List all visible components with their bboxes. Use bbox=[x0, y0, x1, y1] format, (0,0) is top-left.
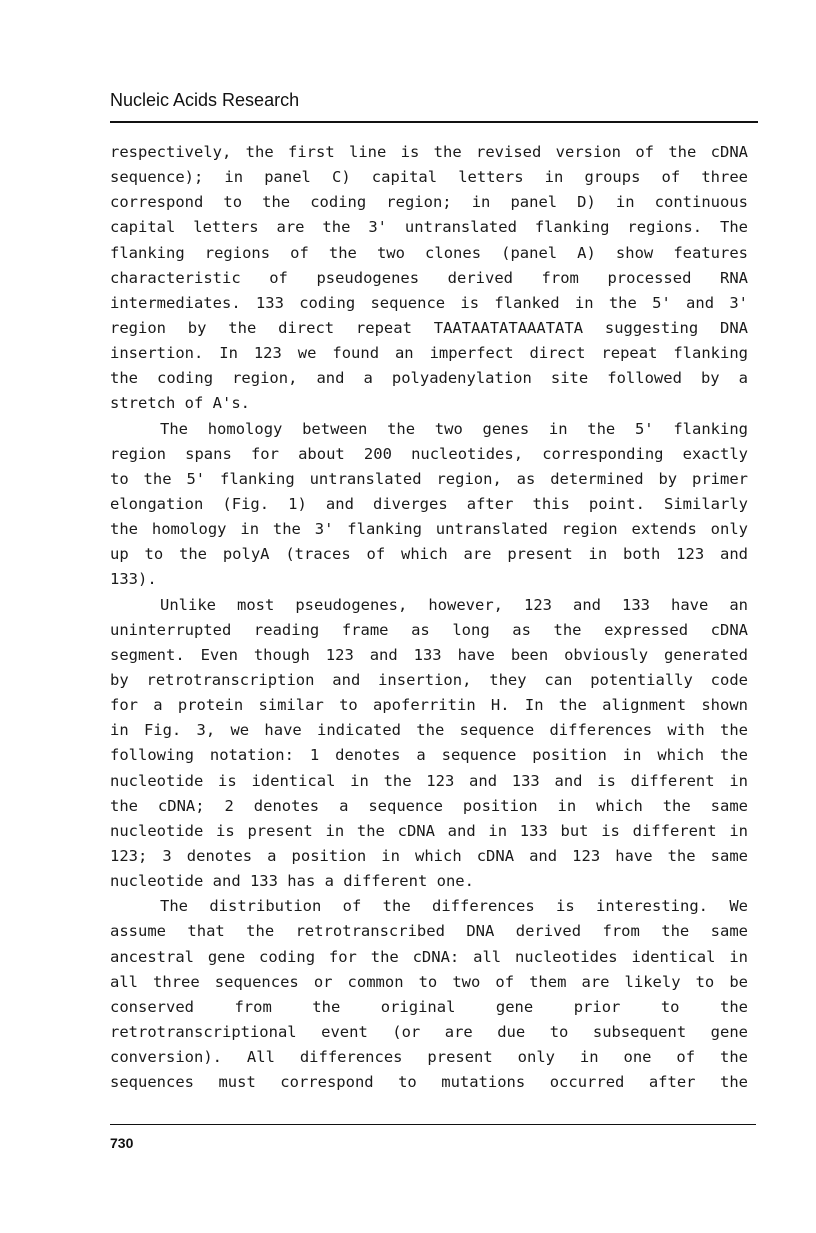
text-line: in Fig. 3, we have indicated the sequence differences with the bbox=[110, 721, 748, 740]
text-line: conserved from the original gene prior to the bbox=[110, 997, 748, 1016]
text-line: region by the direct repeat TAATAATATAAATATA suggesting DNA bbox=[110, 318, 748, 337]
text-line: by retrotranscription and insertion, they can potentially code bbox=[110, 670, 748, 689]
body-text bbox=[110, 140, 748, 1095]
text-line: nucleotide and 133 has a different one. bbox=[110, 872, 474, 891]
text-line: conversion). All differences present only in one of the bbox=[110, 1048, 748, 1067]
text-line: capital letters are the 3' untranslated flanking regions. The bbox=[110, 218, 748, 237]
text-line: Unlike most pseudogenes, however, 123 and 133 have an bbox=[160, 595, 748, 614]
text-line: 133). bbox=[110, 570, 157, 589]
text-line: flanking regions of the two clones (panel A) show features bbox=[110, 243, 748, 262]
text-line: 123; 3 denotes a position in which cDNA and 123 have the same bbox=[110, 846, 748, 865]
text-line: The homology between the two genes in the 5' flanking bbox=[160, 419, 748, 438]
text-line: for a protein similar to apoferritin H. In the alignment shown bbox=[110, 696, 748, 715]
text-line: elongation (Fig. 1) and diverges after this point. Similarly bbox=[110, 494, 748, 513]
text-line: characteristic of pseudogenes derived from processed RNA bbox=[110, 268, 748, 287]
text-line: region spans for about 200 nucleotides, corresponding exactly bbox=[110, 444, 748, 463]
header-rule bbox=[110, 121, 758, 123]
footer-rule bbox=[110, 1124, 756, 1125]
text-line: ancestral gene coding for the cDNA: all nucleotides identical in bbox=[110, 947, 748, 966]
journal-title: Nucleic Acids Research bbox=[110, 90, 300, 110]
text-line: sequences must correspond to mutations occurred after the bbox=[110, 1073, 748, 1092]
text-line: stretch of A's. bbox=[110, 394, 250, 413]
text-line: correspond to the coding region; in panel D) in continuous bbox=[110, 193, 748, 212]
text-line: sequence); in panel C) capital letters in groups of three bbox=[110, 168, 748, 187]
text-line: to the 5' flanking untranslated region, as determined by primer bbox=[110, 469, 748, 488]
text-line: assume that the retrotranscribed DNA derived from the same bbox=[110, 922, 748, 941]
text-line: the coding region, and a polyadenylation site followed by a bbox=[110, 369, 748, 388]
text-line: respectively, the first line is the revised version of the cDNA bbox=[110, 143, 748, 161]
text-line: intermediates. 133 coding sequence is flanked in the 5' and 3' bbox=[110, 293, 748, 312]
text-line: all three sequences or common to two of them are likely to be bbox=[110, 972, 748, 991]
text-line: retrotranscriptional event (or are due to subsequent gene bbox=[110, 1022, 748, 1041]
text-line: nucleotide is identical in the 123 and 133 and is different in bbox=[110, 771, 748, 790]
text-line: the cDNA; 2 denotes a sequence position in which the same bbox=[110, 796, 748, 815]
text-line: the homology in the 3' flanking untranslated region extends only bbox=[110, 520, 748, 539]
text-line: nucleotide is present in the cDNA and in 133 but is different in bbox=[110, 821, 748, 840]
page-number: 730 bbox=[110, 1135, 134, 1151]
text-line: The distribution of the differences is interesting. We bbox=[160, 897, 748, 916]
text-line: up to the polyA (traces of which are present in both 123 and bbox=[110, 545, 748, 564]
text-line: following notation: 1 denotes a sequence position in which the bbox=[110, 746, 748, 765]
text-line: uninterrupted reading frame as long as the expressed cDNA bbox=[110, 620, 748, 639]
text-line: segment. Even though 123 and 133 have been obviously generated bbox=[110, 645, 748, 664]
text-line: insertion. In 123 we found an imperfect direct repeat flanking bbox=[110, 344, 748, 363]
